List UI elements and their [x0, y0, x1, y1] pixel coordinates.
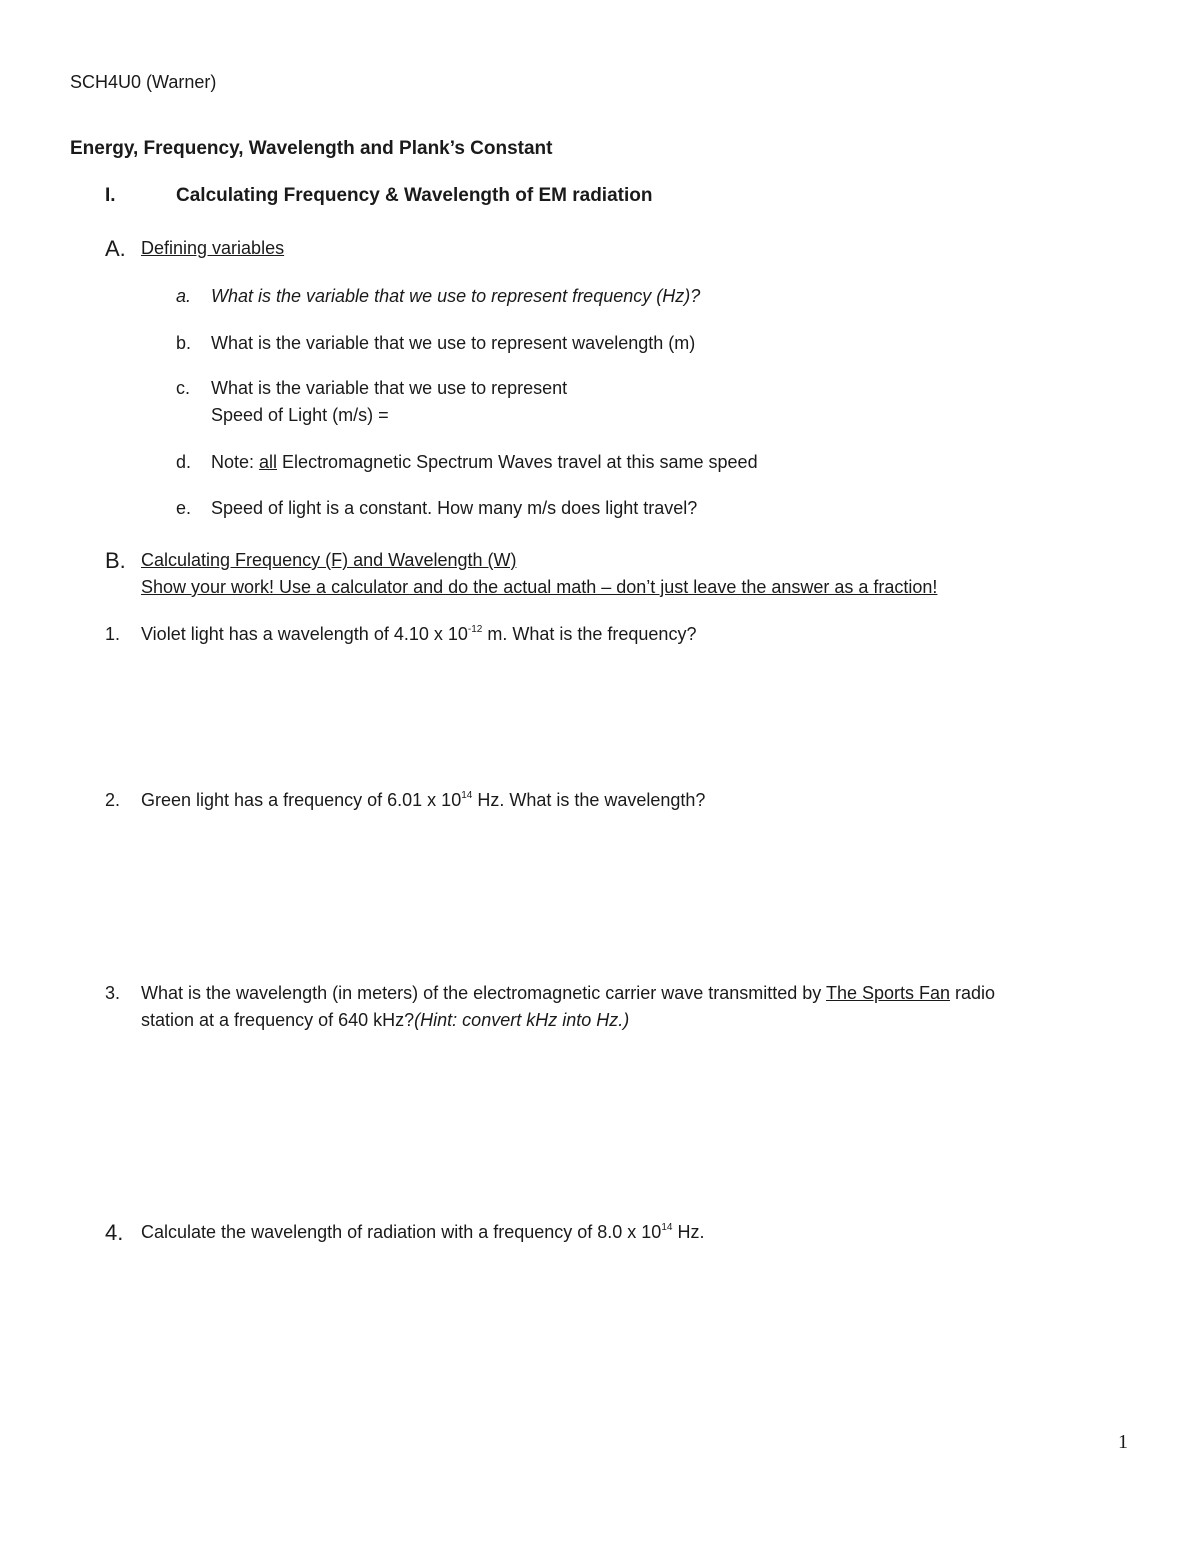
question-3-station-name: The Sports Fan	[825, 983, 951, 1003]
item-d-emphasis: all	[259, 452, 278, 472]
item-a-text: What is the variable that we use to represent frequency (Hz)?	[211, 286, 701, 306]
question-4-pre: Calculate the wavelength of radiation with a frequency of 8.0 x 10	[141, 1222, 662, 1242]
item-c-marker: c.	[176, 378, 191, 398]
question-2-exponent: 14	[461, 790, 473, 801]
item-e-text: Speed of light is a constant. How many m/s does light travel?	[211, 498, 698, 518]
page-number: 1	[1118, 1431, 1128, 1453]
section-numeral: I.	[105, 185, 116, 206]
item-d-prefix: Note:	[211, 452, 260, 472]
question-3-post: radio	[950, 983, 996, 1003]
item-c-text-line2: Speed of Light (m/s) =	[211, 405, 389, 425]
question-3-pre: What is the wavelength (in meters) of the electromagnetic carrier wave transmitted by	[141, 983, 826, 1003]
page-title: Energy, Frequency, Wavelength and Plank’s Constant	[70, 138, 553, 159]
item-d-rest: Electromagnetic Spectrum Waves travel at this same speed	[277, 452, 758, 472]
question-4-number: 4.	[105, 1220, 124, 1245]
question-3-text	[141, 983, 995, 1005]
question-1-number: 1.	[105, 624, 121, 644]
part-b-instruction: Show your work! Use a calculator and do the actual math – don’t just leave the answer as a fraction!	[141, 577, 938, 597]
item-e-marker: e.	[176, 498, 192, 518]
part-b-letter: B.	[105, 548, 126, 573]
course-header: SCH4U0 (Warner)	[70, 72, 217, 92]
question-3-number: 3.	[105, 983, 121, 1003]
question-3-hint: (Hint: convert kHz into Hz.)	[414, 1010, 630, 1030]
part-a-letter: A.	[105, 236, 126, 261]
question-2-number: 2.	[105, 790, 121, 810]
question-3-text-line2	[141, 1010, 629, 1032]
question-1-pre: Violet light has a wavelength of 4.10 x 10	[141, 624, 468, 644]
question-4-post: Hz.	[672, 1222, 705, 1242]
item-d-text	[211, 452, 758, 474]
question-2-post: Hz. What is the wavelength?	[472, 790, 706, 810]
question-2-text	[141, 790, 705, 812]
part-b-heading: Calculating Frequency (F) and Wavelength (W)	[141, 550, 517, 570]
question-1-post: m. What is the frequency?	[482, 624, 697, 644]
question-4-exponent: 14	[661, 1222, 673, 1233]
item-d-marker: d.	[176, 452, 192, 472]
question-2-pre: Green light has a frequency of 6.01 x 10	[141, 790, 462, 810]
question-1-text	[141, 624, 696, 646]
item-b-text: What is the variable that we use to represent wavelength (m)	[211, 333, 696, 353]
item-b-marker: b.	[176, 333, 192, 353]
question-1-exponent: -12	[467, 624, 483, 635]
part-a-heading: Defining variables	[141, 238, 285, 258]
question-4-text	[141, 1222, 704, 1244]
item-c-text: What is the variable that we use to represent	[211, 378, 568, 398]
item-a-marker: a.	[176, 286, 192, 306]
section-heading: Calculating Frequency & Wavelength of EM radiation	[176, 185, 653, 206]
question-3-line2: station at a frequency of 640 kHz?	[141, 1010, 415, 1030]
